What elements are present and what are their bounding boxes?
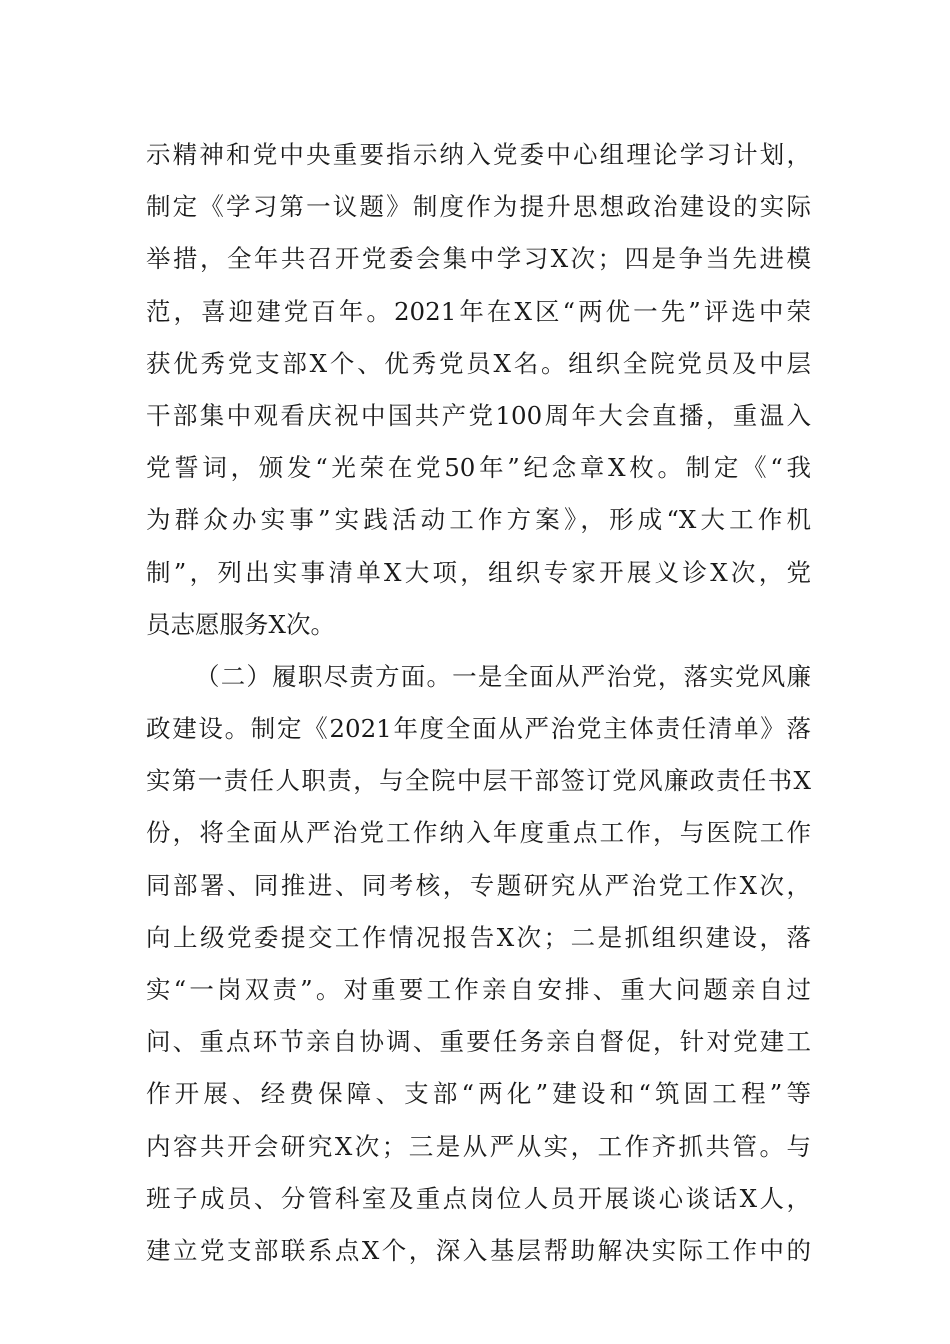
text-line: 员志愿服务X次。	[146, 609, 335, 639]
text-line: 为群众办实事”实践活动工作方案》，形成“X大工作机	[146, 505, 811, 535]
paragraph-heading-line: （二）履职尽责方面。一是全面从严治党，落实党风廉	[195, 661, 811, 691]
text-line: 范，喜迎建党百年。2021年在X区“两优一先”评选中荣	[146, 296, 811, 326]
text-line: 制定《学习第一议题》制度作为提升思想政治建设的实际	[146, 192, 811, 222]
text-line: 班子成员、分管科室及重点岗位人员开展谈心谈话X人，	[146, 1183, 811, 1213]
text-line: 实第一责任人职责，与全院中层干部签订党风廉政责任书X	[146, 766, 811, 796]
text-line: 政建设。制定《2021年度全面从严治党主体责任清单》落	[146, 714, 811, 744]
document-body	[146, 129, 811, 1277]
text-line: 示精神和党中央重要指示纳入党委中心组理论学习计划，	[146, 140, 811, 169]
text-line: 实“一岗双责”。对重要工作亲自安排、重大问题亲自过	[146, 975, 811, 1004]
text-line: 干部集中观看庆祝中国共产党100周年大会直播，重温入	[146, 400, 811, 430]
text-line: 问、重点环节亲自协调、重要任务亲自督促，针对党建工	[146, 1027, 811, 1057]
text-line: 向上级党委提交工作情况报告X次；二是抓组织建设，落	[146, 922, 811, 952]
text-line: 同部署、同推进、同考核，专题研究从严治党工作X次，	[146, 870, 811, 900]
text-line: 党誓词，颁发“光荣在党50年”纪念章X枚。制定《“我	[146, 453, 811, 483]
text-line: 获优秀党支部X个、优秀党员X名。组织全院党员及中层	[146, 348, 811, 378]
text-line: 制”，列出实事清单X大项，组织专家开展义诊X次，党	[146, 557, 811, 587]
text-line: 建立党支部联系点X个，深入基层帮助解决实际工作中的	[146, 1235, 811, 1265]
text-line: 作开展、经费保障、支部“两化”建设和“筑固工程”等	[146, 1079, 811, 1109]
text-line: 举措，全年共召开党委会集中学习X次；四是争当先进模	[146, 244, 811, 274]
text-line: 份，将全面从严治党工作纳入年度重点工作，与医院工作	[146, 818, 811, 848]
text-line: 内容共开会研究X次；三是从严从实，工作齐抓共管。与	[146, 1131, 811, 1161]
